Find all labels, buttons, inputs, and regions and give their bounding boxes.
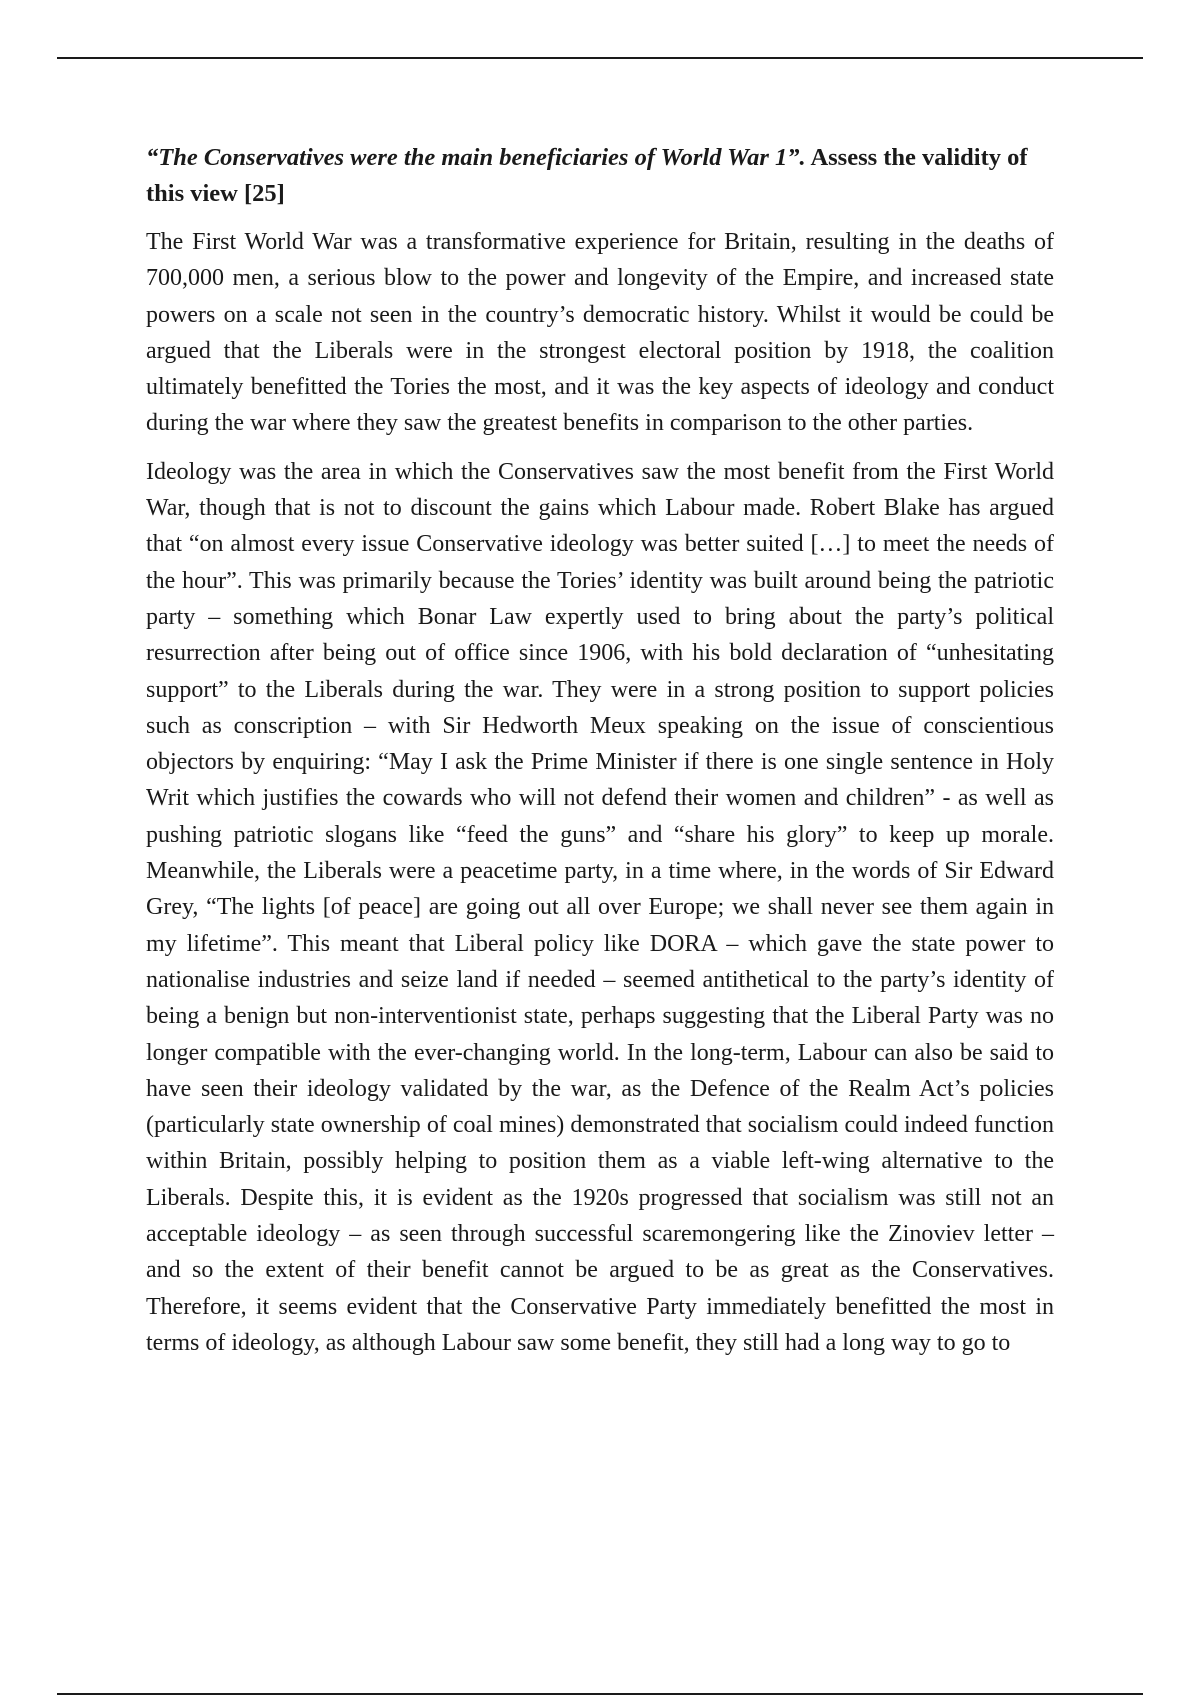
bottom-rule <box>57 1693 1143 1695</box>
paragraph-ideology: Ideology was the area in which the Conservatives saw the most benefit from the First World War, though that is not to discount the gains which Labour made. Robert Blake has argued that “on almost every issue Conservative ideology was better suited […] to meet the needs of the hour”. This was primarily because the Tories’ identity was built around being the patriotic party – something which Bonar Law expertly used to bring about the party’s political resurrection after being out of office since 1906, with his bold declaration of “unhesitating support” to the Liberals during the war. They were in a strong position to support policies such as conscription – with Sir Hedworth Meux speaking on the issue of conscientious objectors by enquiring: “May I ask the Prime Minister if there is one single sentence in Holy Writ which justifies the cowards who will not defend their women and children” - as well as pushing patriotic slogans like “feed the guns” and “share his glory” to keep up morale. Meanwhile, the Liberals were a peacetime party, in a time where, in the words of Sir Edward Grey, “The lights [of peace] are going out all over Europe; we shall never see them again in my lifetime”. This meant that Liberal policy like DORA – which gave the state power to nationalise industries and seize land if needed – seemed antithetical to the party’s identity of being a benign but non-interventionist state, perhaps suggesting that the Liberal Party was no longer compatible with the ever-changing world. In the long-term, Labour can also be said to have seen their ideology validated by the war, as the Defence of the Realm Act’s policies (particularly state ownership of coal mines) demonstrated that socialism could indeed function within Britain, possibly helping to position them as a viable left-wing alternative to the Liberals. Despite this, it is evident as the 1920s progressed that socialism was still not an acceptable ideology – as seen through successful scaremongering like the Zinoviev letter – and so the extent of their benefit cannot be argued to be as great as the Conservatives. Therefore, it seems evident that the Conservative Party immediately benefitted the most in terms of ideology, as although Labour saw some benefit, they still had a long way to go to <box>146 458 1054 1356</box>
top-rule <box>57 57 1143 59</box>
question-instruction: Assess the validity of this view [25] <box>146 144 1028 207</box>
paragraph-introduction: The First World War was a transformative experience for Britain, resulting in the deaths of 700,000 men, a serious blow to the power and longevity of the Empire, and increased state powers on a scale not seen in the country’s democratic history. Whilst it would be could be argued that the Liberals were in the strongest electoral position by 1918, the coalition ultimately benefitted the Tories the most, and it was the key aspects of ideology and conduct during the war where they saw the greatest benefits in comparison to the other parties. <box>146 229 1054 437</box>
essay-question <box>146 140 1054 212</box>
question-quote: “The Conservatives were the main beneficiaries of World War 1”. <box>146 144 806 171</box>
essay-body <box>146 140 1054 1373</box>
